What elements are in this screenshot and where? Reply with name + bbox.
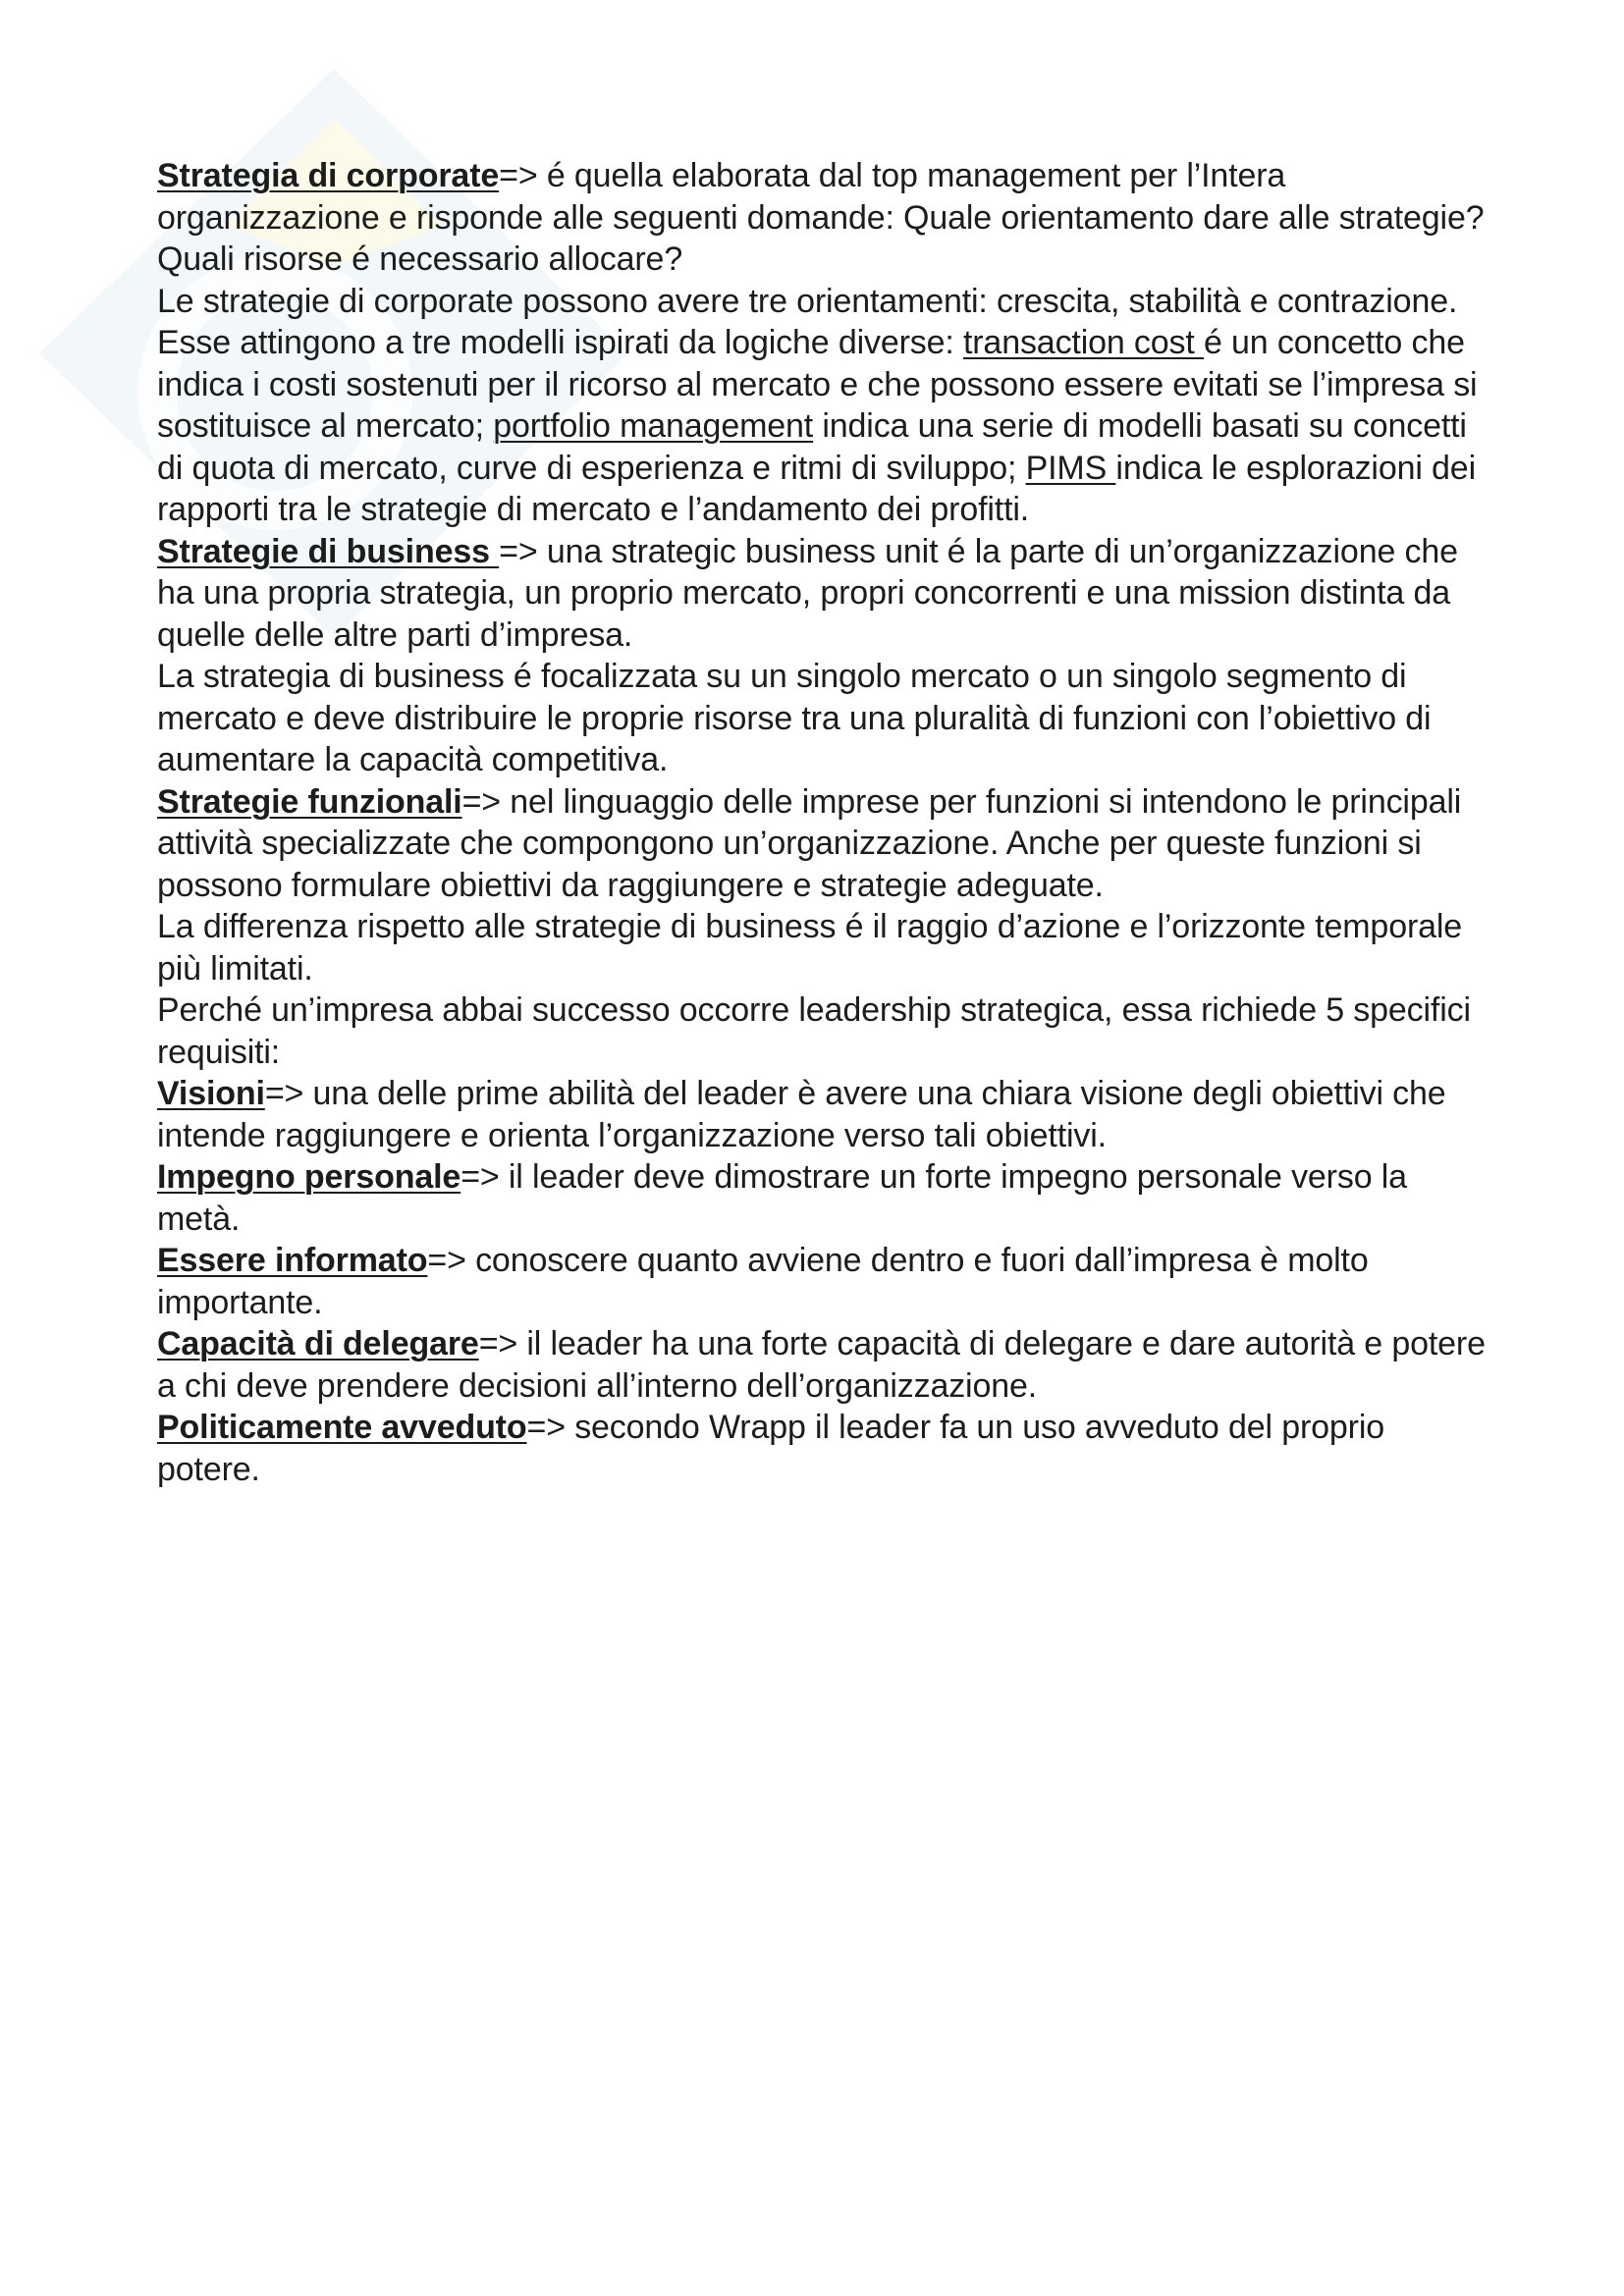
text-leadership-intro: Perché un’impresa abbai successo occorre leadership strategica, essa richiede 5 specifici requisiti:: [157, 991, 1471, 1071]
text-political-savvy: => secondo Wrapp il leader fa un uso avveduto del proprio potere.: [157, 1409, 1384, 1488]
paragraph-vision: [157, 1073, 1492, 1156]
heading-personal-commitment: Impegno personale: [157, 1158, 461, 1196]
text-personal-commitment: => il leader deve dimostrare un forte impegno personale verso la metà.: [157, 1158, 1407, 1238]
paragraph-personal-commitment: [157, 1156, 1492, 1240]
paragraph-corporate-orientations: [157, 281, 1492, 531]
term-transaction-cost: transaction cost: [962, 324, 1204, 361]
paragraph-business-focus: [157, 656, 1492, 781]
term-pims: PIMS: [1025, 449, 1116, 487]
text-vision: => una delle prime abilità del leader è avere una chiara visione degli obiettivi che intende raggiungere e orienta l’organizzazione verso tali obiettivi.: [157, 1075, 1446, 1154]
heading-business-strategy: Strategie di business: [157, 532, 500, 570]
paragraph-functional-strategy: [157, 781, 1492, 907]
heading-corporate-strategy: Strategia di corporate: [157, 157, 500, 194]
paragraph-corporate-strategy: [157, 155, 1492, 281]
term-portfolio-management: portfolio management: [493, 407, 814, 445]
text-functional-difference: La differenza rispetto alle strategie di business é il raggio d’azione e l’orizzonte temporale più limitati.: [157, 908, 1463, 988]
text-business-focus: La strategia di business é focalizzata su un singolo mercato o un singolo segmento di mercato e deve distribuire le proprie risorse tra una pluralità di funzioni con l’obiettivo di aumentare la capacità competitiva.: [157, 658, 1432, 778]
heading-political-savvy: Politicamente avveduto: [157, 1409, 527, 1446]
text-functional-strategy: => nel linguaggio delle imprese per funzioni si intendono le principali attività specializzate che compongono un’organizzazione. Anche per queste funzioni si possono formulare obiettivi da raggiungere e strategie adeguate.: [157, 782, 1462, 904]
heading-delegation: Capacità di delegare: [157, 1325, 479, 1362]
heading-vision: Visioni: [157, 1075, 265, 1112]
paragraph-leadership-intro: [157, 989, 1492, 1073]
paragraph-business-strategy: [157, 531, 1492, 657]
document-body: [157, 155, 1492, 1490]
heading-being-informed: Essere informato: [157, 1242, 428, 1279]
text-transaction-cost: é un concetto che indica i costi sostenuti per il ricorso al mercato e che possono essere evitati se l’impresa si sostituisce al mercato;: [157, 324, 1478, 445]
paragraph-functional-difference: [157, 906, 1492, 989]
text-portfolio-management: indica una serie di modelli basati su concetti di quota di mercato, curve di esperienza e ritmi di sviluppo;: [157, 407, 1467, 487]
paragraph-political-savvy: [157, 1407, 1492, 1490]
heading-functional-strategy: Strategie funzionali: [157, 782, 462, 821]
paragraph-being-informed: [157, 1240, 1492, 1323]
text-business-strategy: => una strategic business unit é la parte di un’organizzazione che ha una propria strategia, un proprio mercato, propri concorrenti e una mission distinta da quelle delle altre parti d’impresa.: [157, 532, 1458, 654]
paragraph-delegation: [157, 1323, 1492, 1407]
text-orientations-intro: Le strategie di corporate possono avere tre orientamenti: crescita, stabilità e contrazione. Esse attingono a tre modelli ispirati da logiche diverse:: [157, 282, 1458, 361]
text-delegation: => il leader ha una forte capacità di delegare e dare autorità e potere a chi deve prendere decisioni all’interno dell’organizzazione.: [157, 1325, 1486, 1405]
text-pims: indica le esplorazioni dei rapporti tra le strategie di mercato e l’andamento dei profitti.: [157, 449, 1476, 528]
text-being-informed: => conoscere quanto avviene dentro e fuori dall’impresa è molto importante.: [157, 1242, 1369, 1321]
text-corporate-strategy: => é quella elaborata dal top management per l’Intera organizzazione e risponde alle seguenti domande: Quale orientamento dare alle strategie? Quali risorse é necessario allocare?: [157, 157, 1485, 278]
